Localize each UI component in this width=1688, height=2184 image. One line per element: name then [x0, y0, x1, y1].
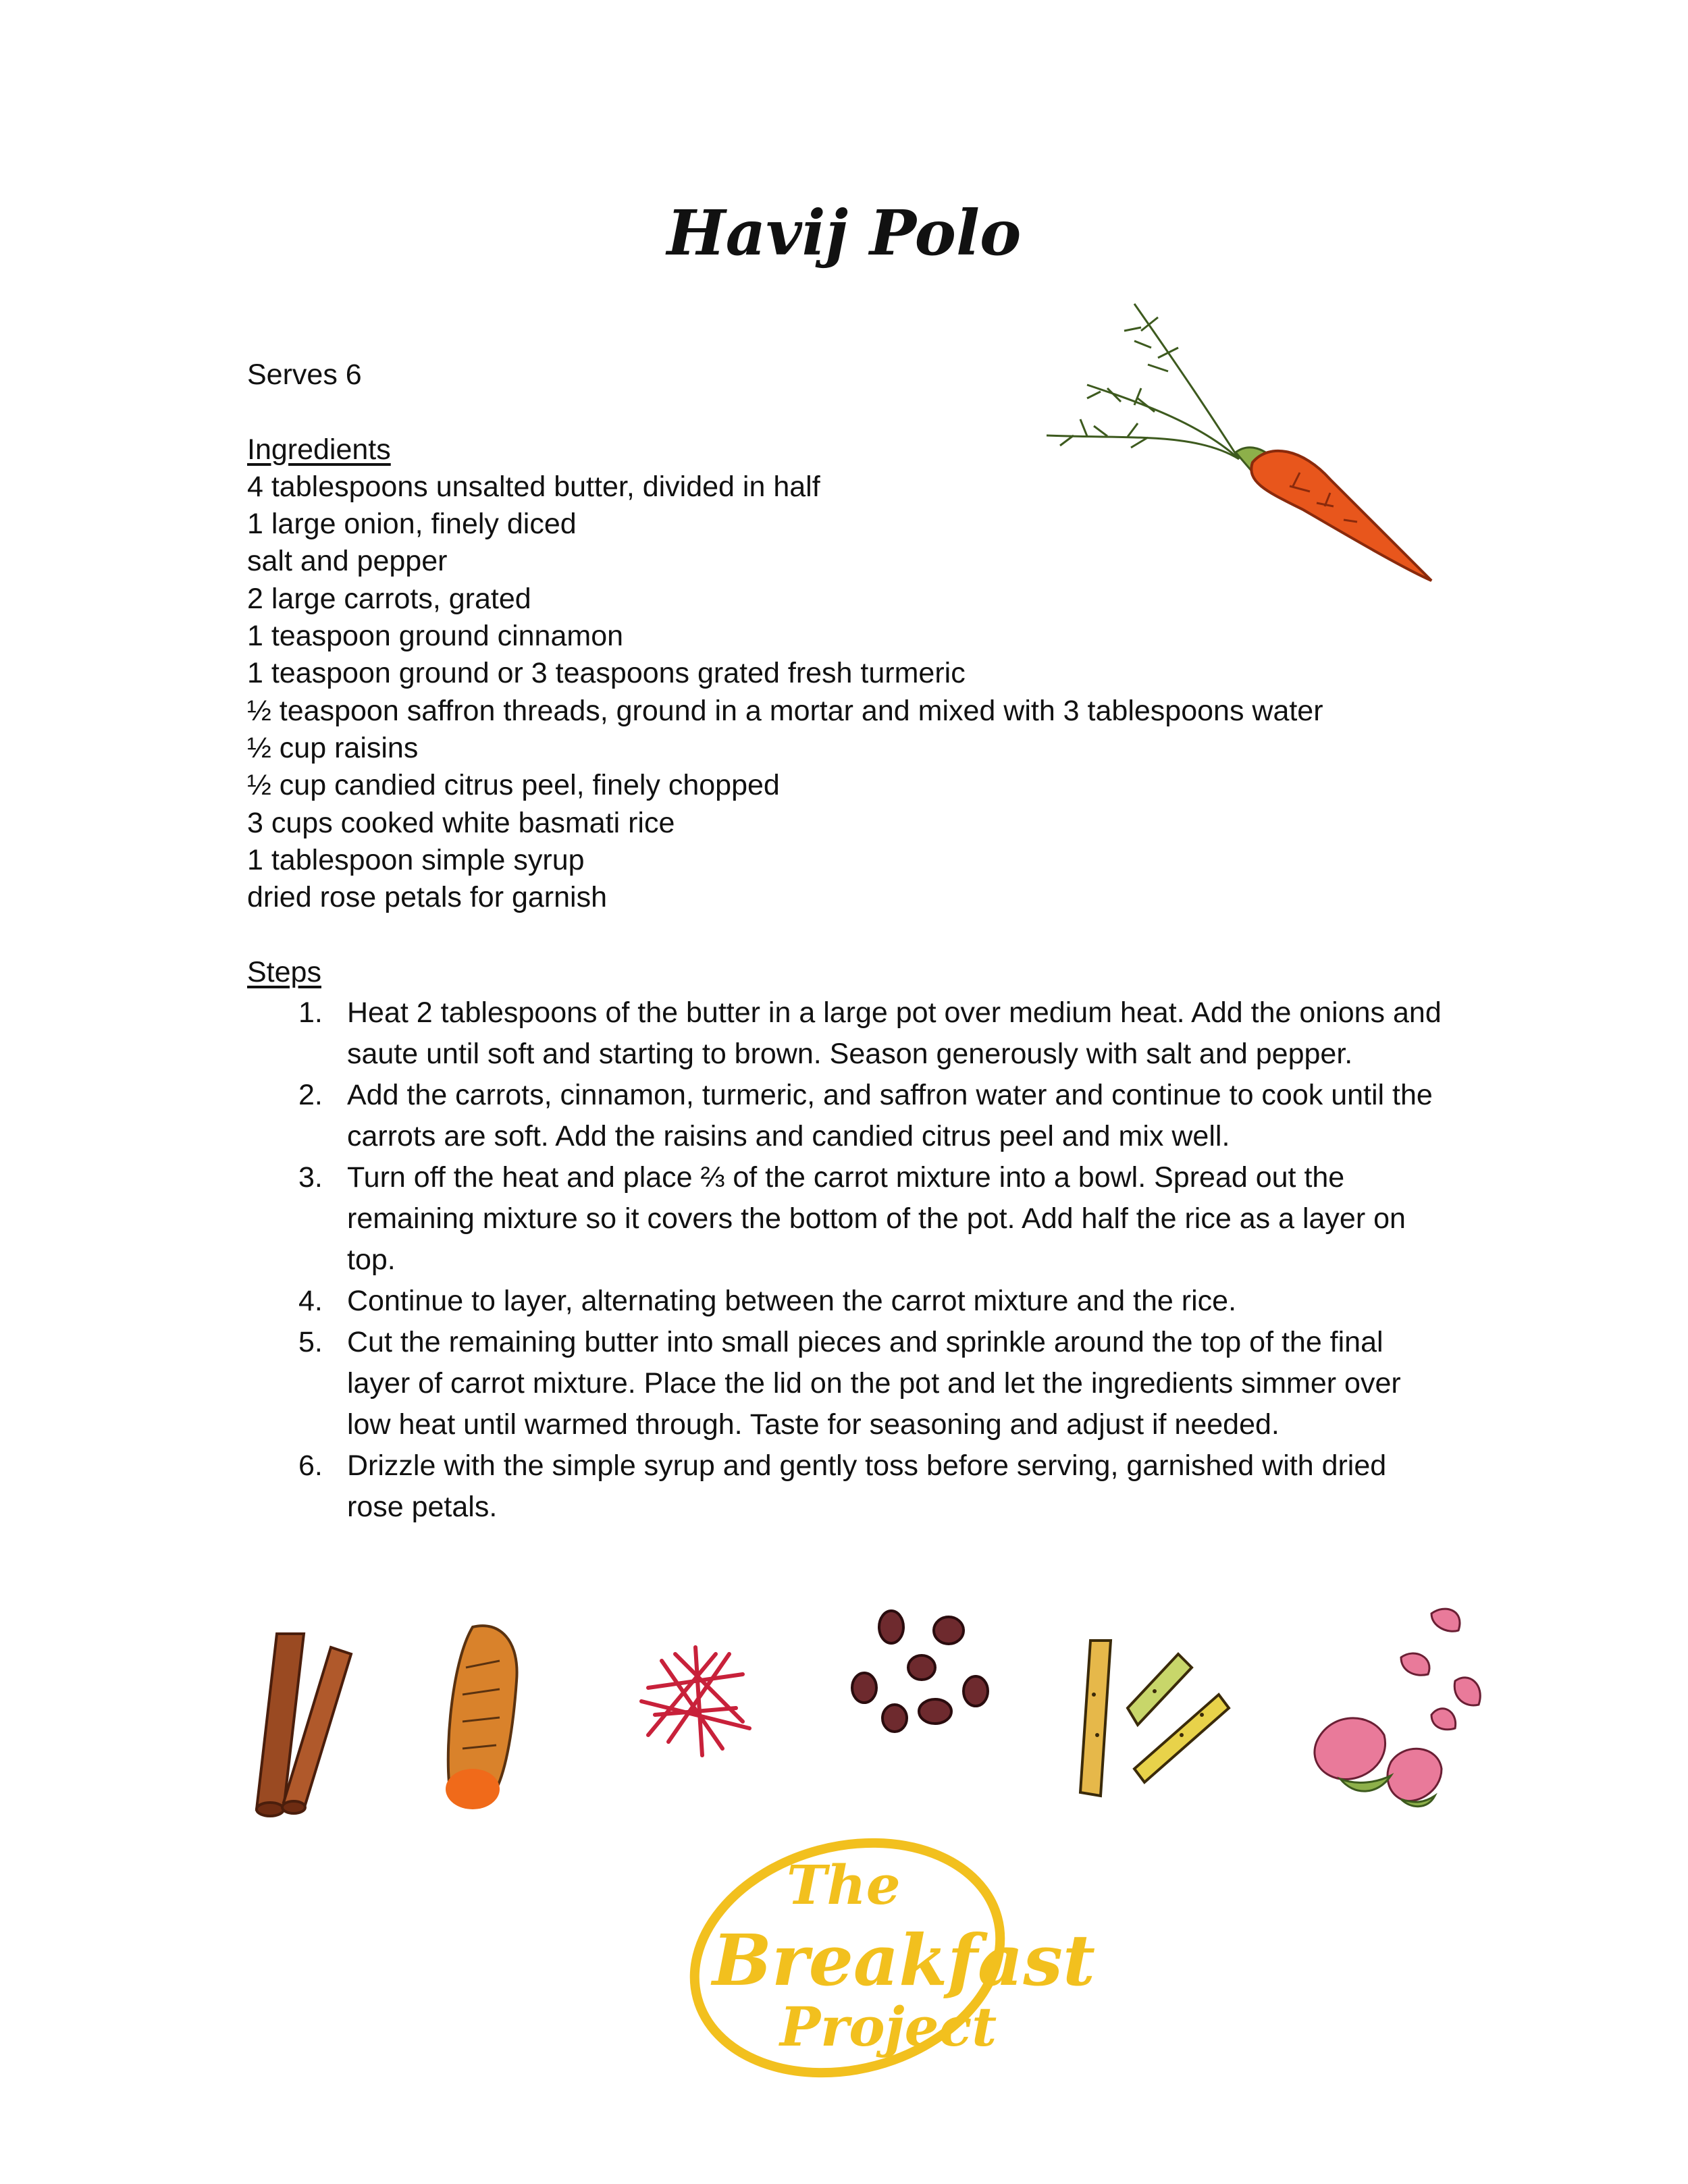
ingredient-item: salt and pepper — [247, 545, 448, 578]
step-item — [247, 1322, 1449, 1445]
ingredient-item: 1 teaspoon ground or 3 teaspoons grated fresh turmeric — [247, 657, 966, 690]
step-text: Cut the remaining butter into small pieces and sprinkle around the top of the final layer of carrot mixture. Place the lid on the pot and let the ingredients simmer over low heat until warmed through. Taste for seasoning and adjust if needed. — [347, 1326, 1401, 1441]
step-number: 5. — [298, 1326, 323, 1359]
ingredient-item: 3 cups cooked white basmati rice — [247, 806, 675, 839]
ingredient-item: 1 large onion, finely diced — [247, 508, 577, 541]
rose-petals-illustration — [1290, 1593, 1506, 1823]
step-number: 4. — [298, 1285, 323, 1318]
step-item — [247, 1075, 1449, 1157]
logo-line-1: The — [787, 1853, 901, 1917]
ingredient-illustrations — [230, 1593, 1512, 1850]
step-item — [247, 1281, 1449, 1322]
ingredients-list — [247, 469, 1449, 917]
breakfast-project-logo — [665, 1830, 1096, 2100]
step-item — [247, 1157, 1449, 1281]
step-text: Turn off the heat and place ⅔ of the carrot mixture into a bowl. Spread out the remaining mixture so it covers the bottom of the pot. Add half the rice as a layer on top. — [347, 1161, 1406, 1277]
ingredient-item: 4 tablespoons unsalted butter, divided in half — [247, 470, 820, 503]
ingredient-item: dried rose petals for garnish — [247, 881, 608, 914]
logo-line-2: Breakfast — [712, 1919, 1096, 2002]
step-text: Heat 2 tablespoons of the butter in a large pot over medium heat. Add the onions and saute until soft and starting to brown. Season generously with salt and pepper. — [347, 996, 1442, 1071]
ingredient-item: 1 tablespoon simple syrup — [247, 843, 585, 876]
ingredient-item: ½ cup candied citrus peel, finely chopped — [247, 769, 780, 802]
step-number: 1. — [298, 996, 323, 1030]
ingredient-item: ½ teaspoon saffron threads, ground in a mortar and mixed with 3 tablespoons water — [247, 694, 1323, 727]
step-text: Add the carrots, cinnamon, turmeric, and saffron water and continue to cook until the carrots are soft. Add the raisins and candied citrus peel and mix well. — [347, 1079, 1433, 1153]
steps-heading: Steps — [247, 955, 321, 988]
ingredient-item: 2 large carrots, grated — [247, 582, 531, 615]
step-item — [247, 992, 1449, 1075]
step-number: 6. — [298, 1449, 323, 1483]
saffron-threads-illustration — [628, 1634, 763, 1769]
recipe-body — [247, 356, 1449, 1528]
candied-citrus-peel-illustration — [1067, 1614, 1242, 1816]
steps-list — [247, 992, 1449, 1528]
recipe-title: Havij Polo — [666, 196, 1022, 269]
ingredient-item: 1 teaspoon ground cinnamon — [247, 620, 624, 653]
step-number: 3. — [298, 1161, 323, 1194]
serves-text: Serves 6 — [247, 358, 362, 391]
raisins-illustration — [824, 1593, 1013, 1755]
turmeric-root-illustration — [432, 1607, 540, 1836]
cinnamon-sticks-illustration — [230, 1607, 365, 1836]
ingredients-heading: Ingredients — [247, 433, 391, 466]
step-text: Continue to layer, alternating between the carrot mixture and the rice. — [347, 1285, 1237, 1318]
ingredient-item: ½ cup raisins — [247, 731, 419, 764]
step-text: Drizzle with the simple syrup and gently toss before serving, garnished with dried rose petals. — [347, 1449, 1387, 1524]
step-number: 2. — [298, 1079, 323, 1112]
logo-line-3: Project — [780, 1995, 997, 2058]
step-item — [247, 1445, 1449, 1528]
